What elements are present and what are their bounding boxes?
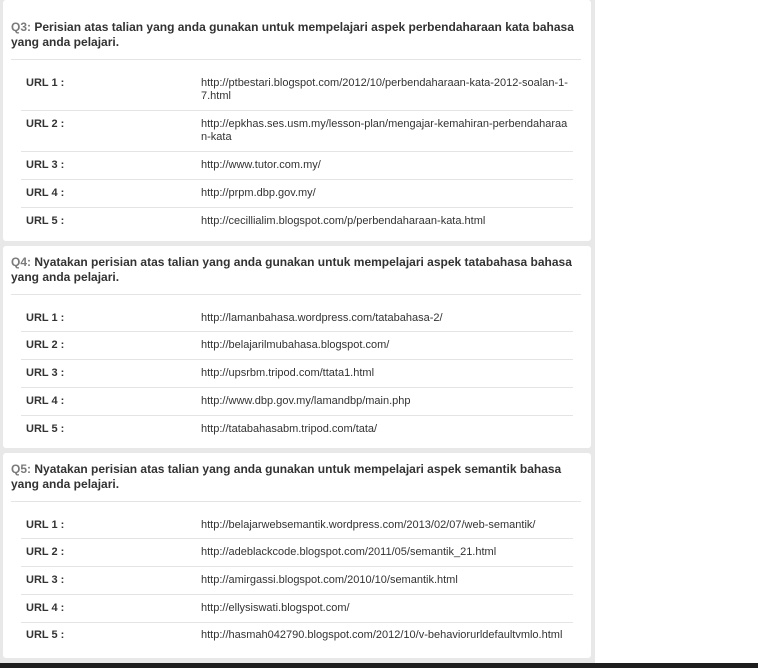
url-row bbox=[21, 77, 573, 111]
url-label: URL 1 : bbox=[26, 519, 65, 531]
url-value: http://www.tutor.com.my/ bbox=[201, 159, 321, 171]
question-divider bbox=[11, 294, 581, 295]
bottom-border bbox=[0, 663, 758, 668]
url-value: http://adeblackcode.blogspot.com/2011/05/semantik_21.html bbox=[201, 546, 497, 558]
question-text: Nyatakan perisian atas talian yang anda gunakan untuk mempelajari aspek tatabahasa bahasa yang anda pelajari. bbox=[11, 255, 572, 284]
url-label: URL 4 : bbox=[26, 187, 65, 199]
url-value: http://belajarwebsemantik.wordpress.com/2013/02/07/web-semantik/ bbox=[201, 519, 536, 531]
url-row bbox=[21, 339, 573, 360]
url-value: http://belajarilmubahasa.blogspot.com/ bbox=[201, 339, 390, 351]
question-divider bbox=[11, 501, 581, 502]
url-row bbox=[21, 215, 573, 235]
url-label: URL 5 : bbox=[26, 215, 65, 227]
url-row bbox=[21, 546, 573, 567]
question-heading bbox=[11, 255, 581, 285]
url-value: http://hasmah042790.blogspot.com/2012/10/v-behaviorurldefaultvmlo.html bbox=[201, 629, 563, 641]
url-row bbox=[21, 629, 573, 649]
url-label: URL 1 : bbox=[26, 77, 65, 89]
url-label: URL 1 : bbox=[26, 312, 65, 324]
url-label: URL 4 : bbox=[26, 395, 65, 407]
url-value: http://upsrbm.tripod.com/ttata1.html bbox=[201, 367, 375, 379]
card-top-edge bbox=[3, 0, 591, 1]
question-number: Q5: bbox=[11, 462, 32, 476]
url-label: URL 5 : bbox=[26, 423, 65, 435]
url-row bbox=[21, 367, 573, 388]
question-text: Nyatakan perisian atas talian yang anda gunakan untuk mempelajari aspek semantik bahasa yang anda pelajari. bbox=[11, 462, 562, 491]
url-label: URL 3 : bbox=[26, 159, 65, 171]
url-label: URL 2 : bbox=[26, 339, 65, 351]
url-label: URL 4 : bbox=[26, 602, 65, 614]
url-label: URL 5 : bbox=[26, 629, 65, 641]
question-card-q5 bbox=[3, 453, 591, 658]
url-row bbox=[21, 118, 573, 152]
url-value: http://ellysiswati.blogspot.com/ bbox=[201, 602, 350, 614]
url-value: http://www.dbp.gov.my/lamandbp/main.php bbox=[201, 395, 411, 407]
question-card-q4 bbox=[3, 246, 591, 448]
question-number: Q3: bbox=[11, 20, 32, 34]
question-text: Perisian atas talian yang anda gunakan untuk mempelajari aspek perbendaharaan kata bahasa yang anda pelajari. bbox=[11, 20, 574, 49]
url-value: http://lamanbahasa.wordpress.com/tatabahasa-2/ bbox=[201, 312, 443, 324]
url-row bbox=[21, 574, 573, 595]
url-row bbox=[21, 602, 573, 623]
url-row bbox=[21, 312, 573, 332]
question-heading bbox=[11, 20, 581, 50]
question-divider bbox=[11, 59, 581, 60]
question-heading bbox=[11, 462, 581, 492]
question-number: Q4: bbox=[11, 255, 32, 269]
url-label: URL 3 : bbox=[26, 574, 65, 586]
url-label: URL 2 : bbox=[26, 118, 65, 130]
url-value: http://tatabahasabm.tripod.com/tata/ bbox=[201, 423, 378, 435]
url-row bbox=[21, 159, 573, 180]
url-row bbox=[21, 423, 573, 443]
url-row bbox=[21, 395, 573, 416]
url-value: http://epkhas.ses.usm.my/lesson-plan/mengajar-kemahiran-perbendaharaan-kata bbox=[201, 118, 568, 143]
question-card-q3 bbox=[3, 0, 591, 241]
url-label: URL 3 : bbox=[26, 367, 65, 379]
url-row bbox=[21, 519, 573, 539]
url-value: http://cecillialim.blogspot.com/p/perbendaharaan-kata.html bbox=[201, 215, 486, 227]
url-value: http://prpm.dbp.gov.my/ bbox=[201, 187, 316, 199]
url-row bbox=[21, 187, 573, 208]
url-value: http://ptbestari.blogspot.com/2012/10/perbendaharaan-kata-2012-soalan-1-7.html bbox=[201, 77, 568, 102]
url-value: http://amirgassi.blogspot.com/2010/10/semantik.html bbox=[201, 574, 458, 586]
url-label: URL 2 : bbox=[26, 546, 65, 558]
